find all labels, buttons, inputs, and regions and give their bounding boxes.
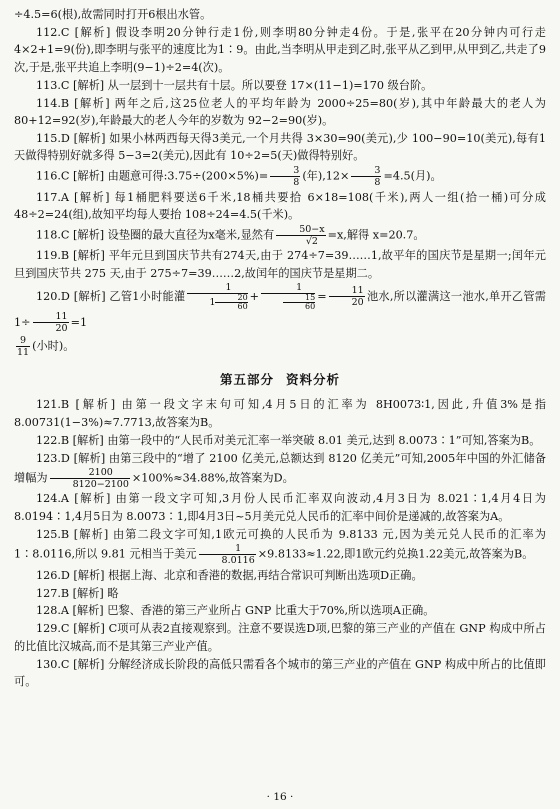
answer-124: 124.A [解析] 由第一段文字可知,3月份人民币汇率双向波动,4月3日为 8.021∶1,4月4日为 8.0194∶1,4月5日为 8.0073∶1,即4月3日~5月美元兑人民币的汇率中间价是递减的,故答案为A。 [14,492,546,523]
fraction: $\frac{9}{11}$ [17,335,30,359]
fraction: $\frac{2100}{8120-2100}$ [50,467,130,490]
answer-120-cont: $\frac{9}{11}$ (小时)。 [17,335,75,359]
answer-113: 113.C [解析] 从一层到十一层共有十层。所以要登 17×(11−1)=170 级台阶。 [36,78,433,92]
answer-112: 112.C [解析] 假设李明20分钟行走1份,则李明80分钟走4份。于是,张平在20分钟内可行走4×2+1=9(份),即李明与张平的速度比为1∶9。由此,当李明从甲走到乙时,张平从乙到甲,从甲到乙,共走了9次,于是,张平共追上李明(9−1)÷2=4(次)。 [14,25,546,74]
answer-121: 121.B [解析] 由第一段文字末句可知,4月5日的汇率为 8H0073∶1,因此,升值3%是指 8.00731(1−3%)≈7.7713,故答案为B。 [14,398,546,429]
compound-fraction: 1 1 $\frac{20}{60}$ [187,283,247,311]
fraction: $\frac{11}{20}$ [329,285,365,308]
answer-128: 128.A [解析] 巴黎、香港的第三产业所占 GNP 比重大于70%,所以选项A正确。 [36,604,435,618]
answer-122: 122.B [解析] 由第一段中的“人民币对美元汇率一举突破 8.01 美元,达到 8.0073∶1”可知,答案为B。 [36,433,541,447]
answer-119: 119.B [解析] 平年元旦到国庆节共有274天,由于 274÷7=39……1,故平年的国庆节是星期一;闰年元旦到国庆节共 275 天,由于 275÷7=39……2,故闰年的国庆节是星期二。 [14,249,546,280]
fraction: $\frac{3}{8}$ [351,165,381,188]
fraction: $\frac{1}{8.0116}$ [199,543,256,566]
answer-117: 117.A [解析] 每1桶肥料要送6千米,18桶共要拾 6×18=108(千米),两人一组(拾一桶)可分成 48÷2=24(组),故知平均每人要抬 108÷24=4.5(千米)。 [14,190,546,222]
answer-118: 118.C [解析] 设垫圈的最大直径为x毫米,显然有 $\frac{50-x}{√2}$ =x,解得 x=20.7。 [36,223,425,247]
answer-115: 115.D [解析] 如果小林两西每天得3美元,一个月共得 3×30=90(美元),少 100−90=10(美元),每有1天做得特别好就多得 5−3=2(美元),因此有 10÷2=5(天)做得特别好。 [14,131,546,163]
answer-127: 127.B [解析] 略 [36,586,119,600]
section-heading: 第五部分 资料分析 [219,372,341,388]
answer-125: 125.B [解析] 由第二段文字可知,1欧元可换的人民币为 9.8133 元,因为美元兑人民币的汇率为 1∶8.0116,所以 9.81 元相当于美元 $\frac{1}{8.0116}$ ×9.8133≈1.22,即1欧元约兑换1.22美元,故答案为B。 [14,527,546,567]
line-prev: ÷4.5=6(根),故需同时打开6根出水管。 [14,8,212,21]
answer-116: 116.C [解析] 由题意可得:3.75÷(200×5%)= $\frac{3}{8}$ (年),12× $\frac{3}{8}$ =4.5(月)。 [36,165,442,189]
answer-123: 123.D [解析] 由第三段中的“增了 2100 亿美元,总额达到 8120 亿美元”可知,2005年中国的外汇储备增幅为 $\frac{2100}{8120-2100}$ ×100%≈34.88%,故答案为D。 [14,451,546,490]
fraction: $\frac{3}{8}$ [270,165,300,188]
answer-126: 126.D [解析] 根据上海、北京和香港的数据,再结合常识可判断出选项D正确。 [36,568,423,582]
answer-129: 129.C [解析] C项可从表2直接观察到。注意不要误选D项,巴黎的第三产业的产值在 GNP 构成中所占的比值比汉城高,而不是其第三产业产值。 [14,622,546,653]
answer-120: 120.D [解析] 乙管1小时能灌 1 1 $\frac{20}{60}$ + $\frac{1}{\frac{15}{60}}$ = $\frac{11}{20}$ 池水,所以灌满这一池水,单开乙管需1÷ $\frac{11}{20}$ =1 [14,281,546,335]
compound-fraction: $\frac{1}{\frac{15}{60}}$ [261,283,315,311]
page-number: · 16 · [266,791,294,803]
answer-114: 114.B [解析] 两年之后,这25位老人的平均年龄为 2000÷25=80(岁),其中年龄最大的老人为 80+12=92(岁),年龄最大的老人今年的岁数为 92−2=90(岁)。 [14,96,546,127]
fraction: $\frac{11}{20}$ [33,311,69,334]
fraction: $\frac{50-x}{√2}$ [276,224,325,247]
answer-130: 130.C [解析] 分解经济成长阶段的高低只需看各个城市的第三产业的产值在 GNP 构成中所占的比值即可。 [14,657,546,689]
